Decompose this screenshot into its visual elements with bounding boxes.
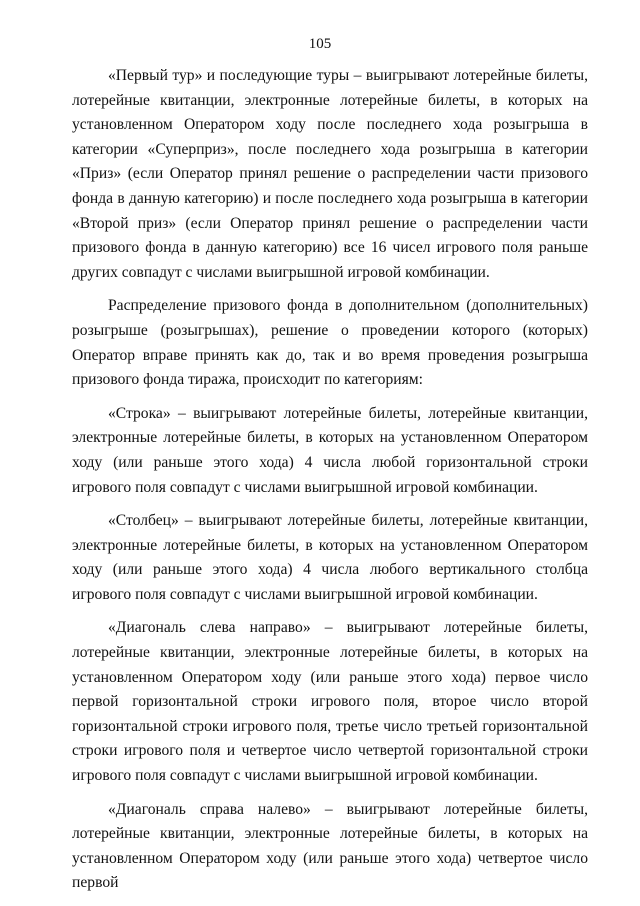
paragraph-diagonal-right-left: «Диагональ справа налево» – выигрывают лотерейные билеты, лотерейные квитанции, электронные лотерейные билеты, в которых на установленном Оператором ходу (или раньше этого хода) четвертое число первой: [72, 800, 588, 892]
paragraph-row-category: «Строка» – выигрывают лотерейные билеты, лотерейные квитанции, электронные лотерейные билеты, в которых на установленном Оператором ходу (или раньше этого хода) 4 числа любой горизонтальной строки игрового поля совпадут с числами выигрышной игровой комбинации.: [72, 404, 588, 496]
paragraph-first-round: «Первый тур» и последующие туры – выигрывают лотерейные билеты, лотерейные квитанции, электронные лотерейные билеты, в которых на установленном Оператором ходу после последнего хода розыгрыша в категории «Суперприз», после последнего хода розыгрыша в категории «Приз» (если Оператор принял решение о распределении части призового фонда в данную категорию) и после последнего хода розыгрыша в категории «Второй приз» (если Оператор принял решение о распределении части призового фонда в данную категорию) все 16 чисел игрового поля раньше других совпадут с числами выигрышной игровой комбинации.: [72, 67, 588, 281]
paragraph-diagonal-left-right: «Диагональ слева направо» – выигрывают лотерейные билеты, лотерейные квитанции, электронные лотерейные билеты, в которых на установленном Оператором ходу (или раньше этого хода) первое число первой горизонтальной строки игрового поля, второе число второй горизонтальной строки игрового поля, третье число третьей горизонтальной строки игрового поля и четвертое число четвертой горизонтальной строки игрового поля совпадут с числами выигрышной игровой комбинации.: [72, 619, 588, 785]
page-number: 105: [308, 36, 332, 52]
paragraph-additional-draw: Распределение призового фонда в дополнительном (дополнительных) розыгрыше (розыгрышах), решение о проведении которого (которых) Оператор вправе принять как до, так и во время проведения розыгрыша призового фонда тиража, происходит по категориям:: [72, 297, 588, 389]
paragraph-column-category: «Столбец» – выигрывают лотерейные билеты, лотерейные квитанции, электронные лотерейные билеты, в которых на установленном Оператором ходу (или раньше этого хода) 4 числа любого вертикального столбца игрового поля совпадут с числами выигрышной игровой комбинации.: [72, 512, 588, 603]
document-body: [72, 64, 588, 905]
